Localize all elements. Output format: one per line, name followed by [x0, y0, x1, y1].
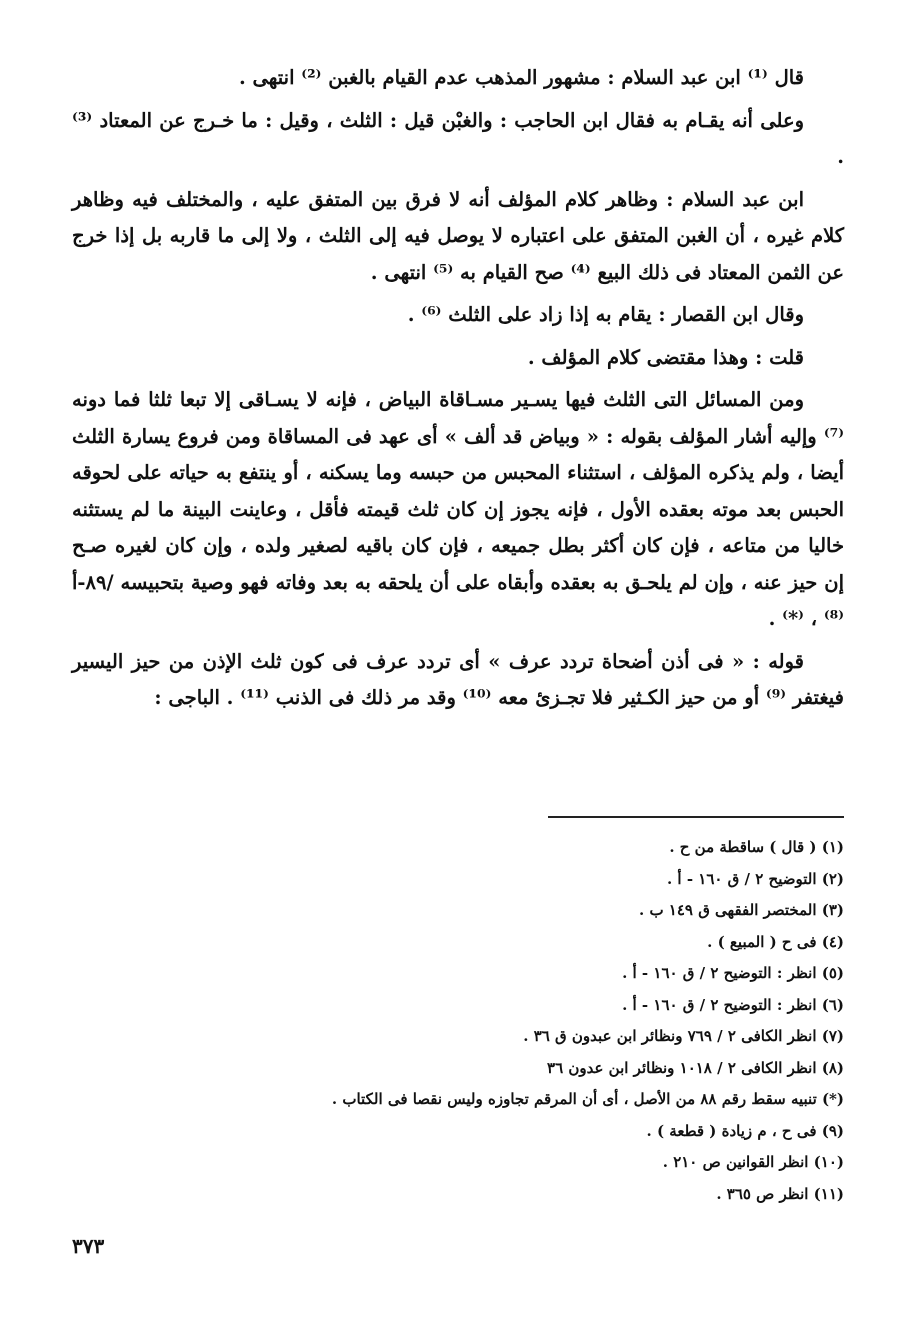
paragraph: ابن عبد السلام : وظاهر كلام المؤلف أنه لا فرق بين المتفق عليه ، والمختلف فيه وظاهر كلام غيره ، أن الغبن المتفق على اعتباره لا يوصل فيه إلى الثلث ، ولا إلى ما قاربه بل إذا خرج عن الثمن المعتاد فى ذلك البيع ⁽⁴⁾ صح القيام به ⁽⁵⁾ انتهى .: [72, 187, 844, 284]
paragraph: وقال ابن القصار : يقام به إذا زاد على الثلث ⁽⁶⁾ .: [407, 303, 804, 326]
footnote: (٣) المختصر الفقهى ق ١٤٩ ب .: [639, 901, 844, 919]
paragraph: قال ⁽¹⁾ ابن عبد السلام : مشهور المذهب عدم القيام بالغبن ⁽²⁾ انتهى .: [238, 66, 804, 89]
footnote: (٩) فى ح ، م زيادة ( قطعة ) .: [646, 1121, 844, 1140]
footnote: (١١) انظر ص ٣٦٥ .: [716, 1184, 844, 1203]
paragraph: ومن المسائل التى الثلث فيها يسـير مسـاقاة البياض ، فإنه لا يسـاقى إلا تبعا ثلثا فما دونه ⁽⁷⁾ وإليه أشار المؤلف بقوله : « وبياض قد ألف » أى عهد فى المساقاة ومن فروع يسارة الثلث أيضا ، ولم يذكره المؤلف ، استثناء المحبس من حبسه وما يسكنه ، أو ينتفع به حياته على لحوقه الحبس بعد موته بعقده الأول ، فإنه يجوز إن كان ثلث قيمته فأقل ، وعاينت البينة ما لم يستثنه خاليا من متاعه ، فإن كان أكثر بطل جميعه ، فإن كان باقيه لصغير ولده ، وإن كان لغيره صـح إن حيز عنه ، وإن لم يلحـق به بعقده وأبقاه على أن يلحقه به بعد وفاته فهو وصية بتحبيسه /٨٩-أ ⁽⁸⁾ ، ⁽*⁾ .: [72, 388, 844, 630]
footnote: (*) تنبيه سقط رقم ٨٨ من الأصل ، أى أن المرقم تجاوزه وليس نقصا فى الكتاب .: [331, 1090, 844, 1108]
page-number: ٣٧٣: [72, 1234, 105, 1258]
footnote: (٧) انظر الكافى ٢ / ٧٦٩ ونظائر ابن عبدون ق ٣٦ .: [523, 1027, 844, 1045]
footnote: (٨) انظر الكافى ٢ / ١٠١٨ ونظائر ابن عدون ٣٦: [547, 1058, 844, 1077]
footnotes-list: [284, 832, 844, 1210]
footnote: (٤) فى ح ( المبيع ) .: [707, 932, 844, 951]
footnote: (١٠) انظر القوانين ص ٢١٠ .: [662, 1153, 844, 1171]
paragraph: وعلى أنه يقـام به فقال ابن الحاجب : والغبْن قيل : الثلث ، وقيل : ما خـرج عن المعتاد ⁽³⁾ .: [72, 108, 844, 168]
footnote: (٢) التوضيح ٢ / ق ١٦٠ - أ .: [666, 869, 844, 888]
footnote: (٦) انظر : التوضيح ٢ / ق ١٦٠ - أ .: [622, 995, 844, 1014]
footnote-divider: [548, 816, 844, 818]
paragraph: قوله : « فى أذن أضحاة تردد عرف » أى تردد عرف فى كون ثلث الإذن من حيز اليسير فيغتفر ⁽⁹⁾ أو من حيز الكـثير فلا تجـزئ معه ⁽¹⁰⁾ وقد مر ذلك فى الذنب ⁽¹¹⁾ . الباجى :: [72, 649, 844, 709]
footnote: (١) ( قال ) ساقطة من ح .: [669, 838, 844, 856]
main-text: [72, 60, 844, 723]
paragraph: قلت : وهذا مقتضى كلام المؤلف .: [527, 345, 804, 369]
footnote: (٥) انظر : التوضيح ٢ / ق ١٦٠ - أ .: [622, 964, 844, 982]
